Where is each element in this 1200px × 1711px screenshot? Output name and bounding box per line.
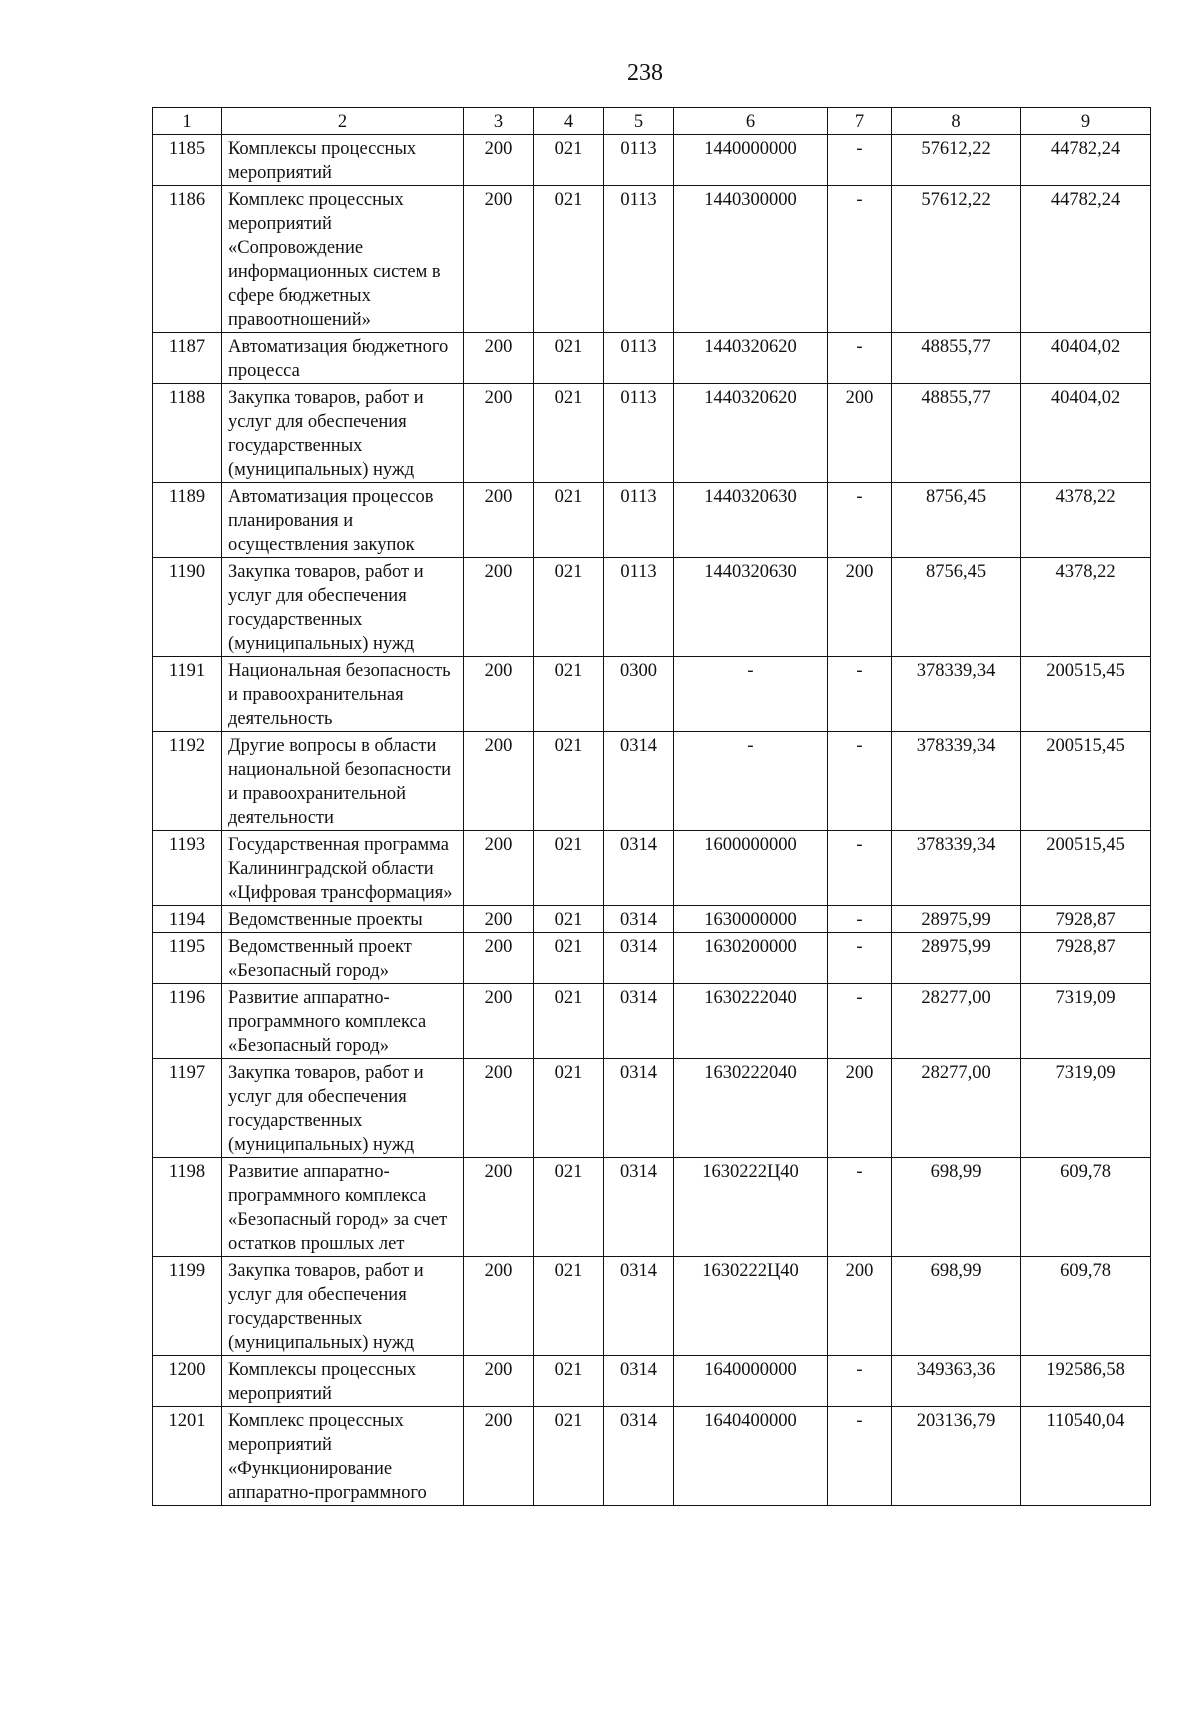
amount-cell: 609,78	[1021, 1257, 1151, 1356]
row-number: 1196	[153, 984, 222, 1059]
code-cell: 200	[464, 1356, 534, 1407]
code-cell: 200	[464, 1257, 534, 1356]
header-cell: 3	[464, 108, 534, 135]
code-cell: 200	[464, 186, 534, 333]
code-cell: 0314	[604, 1407, 674, 1506]
row-number: 1189	[153, 483, 222, 558]
row-number: 1193	[153, 831, 222, 906]
row-name: Комплексы процессных мероприятий	[222, 135, 464, 186]
code-cell: 021	[534, 831, 604, 906]
code-cell: 021	[534, 135, 604, 186]
table-body	[153, 135, 1151, 1506]
code-cell: 1440320630	[674, 558, 828, 657]
code-cell: 0314	[604, 1059, 674, 1158]
row-number: 1200	[153, 1356, 222, 1407]
table-row	[153, 933, 1151, 984]
code-cell: 0314	[604, 933, 674, 984]
code-cell: 0314	[604, 1257, 674, 1356]
row-name: Закупка товаров, работ и услуг для обеспечения государственных (муниципальных) нужд	[222, 1257, 464, 1356]
header-cell: 8	[892, 108, 1021, 135]
amount-cell: 192586,58	[1021, 1356, 1151, 1407]
code-cell: 021	[534, 933, 604, 984]
row-number: 1197	[153, 1059, 222, 1158]
amount-cell: 7319,09	[1021, 1059, 1151, 1158]
table-row	[153, 186, 1151, 333]
page-number: 238	[627, 60, 663, 86]
amount-cell: 378339,34	[892, 732, 1021, 831]
code-cell: -	[674, 657, 828, 732]
row-number: 1191	[153, 657, 222, 732]
code-cell: -	[828, 984, 892, 1059]
amount-cell: 57612,22	[892, 135, 1021, 186]
header-cell: 4	[534, 108, 604, 135]
code-cell: 200	[464, 657, 534, 732]
code-cell: 1630000000	[674, 906, 828, 933]
code-cell: 1440300000	[674, 186, 828, 333]
amount-cell: 28277,00	[892, 984, 1021, 1059]
row-number: 1187	[153, 333, 222, 384]
code-cell: -	[828, 933, 892, 984]
code-cell: 1600000000	[674, 831, 828, 906]
table-row	[153, 732, 1151, 831]
code-cell: 021	[534, 906, 604, 933]
code-cell: 0314	[604, 984, 674, 1059]
code-cell: -	[828, 831, 892, 906]
code-cell: 200	[464, 984, 534, 1059]
code-cell: 1440320620	[674, 384, 828, 483]
code-cell: 021	[534, 657, 604, 732]
header-cell: 6	[674, 108, 828, 135]
code-cell: 021	[534, 186, 604, 333]
code-cell: 021	[534, 384, 604, 483]
row-name: Развитие аппаратно-программного комплекса «Безопасный город» за счет остатков прошлых лет	[222, 1158, 464, 1257]
amount-cell: 44782,24	[1021, 135, 1151, 186]
table-row	[153, 1356, 1151, 1407]
row-name: Государственная программа Калининградской области «Цифровая трансформация»	[222, 831, 464, 906]
amount-cell: 698,99	[892, 1257, 1021, 1356]
code-cell: 1630222Ц40	[674, 1158, 828, 1257]
code-cell: 200	[828, 384, 892, 483]
amount-cell: 48855,77	[892, 384, 1021, 483]
table-row	[153, 1257, 1151, 1356]
code-cell: 0314	[604, 732, 674, 831]
code-cell: 021	[534, 1158, 604, 1257]
code-cell: 0314	[604, 1356, 674, 1407]
row-number: 1188	[153, 384, 222, 483]
code-cell: -	[828, 1356, 892, 1407]
code-cell: 0113	[604, 483, 674, 558]
row-name: Другие вопросы в области национальной безопасности и правоохранительной деятельности	[222, 732, 464, 831]
row-name: Ведомственный проект «Безопасный город»	[222, 933, 464, 984]
code-cell: 021	[534, 558, 604, 657]
code-cell: -	[828, 1158, 892, 1257]
table-row	[153, 984, 1151, 1059]
header-cell: 5	[604, 108, 674, 135]
amount-cell: 28975,99	[892, 933, 1021, 984]
row-number: 1186	[153, 186, 222, 333]
code-cell: 200	[464, 1059, 534, 1158]
row-name: Закупка товаров, работ и услуг для обеспечения государственных (муниципальных) нужд	[222, 1059, 464, 1158]
table-row	[153, 1407, 1151, 1506]
header-cell: 2	[222, 108, 464, 135]
code-cell: 0113	[604, 558, 674, 657]
code-cell: -	[828, 732, 892, 831]
amount-cell: 8756,45	[892, 483, 1021, 558]
amount-cell: 7928,87	[1021, 933, 1151, 984]
code-cell: -	[828, 1407, 892, 1506]
code-cell: 1630222Ц40	[674, 1257, 828, 1356]
code-cell: 021	[534, 984, 604, 1059]
table-row	[153, 831, 1151, 906]
table-row	[153, 135, 1151, 186]
amount-cell: 7319,09	[1021, 984, 1151, 1059]
code-cell: 1440320630	[674, 483, 828, 558]
row-name: Комплекс процессных мероприятий «Функционирование аппаратно-программного	[222, 1407, 464, 1506]
amount-cell: 48855,77	[892, 333, 1021, 384]
code-cell: -	[828, 186, 892, 333]
code-cell: 200	[828, 558, 892, 657]
code-cell: -	[828, 657, 892, 732]
code-cell: 1440000000	[674, 135, 828, 186]
code-cell: 021	[534, 1059, 604, 1158]
amount-cell: 40404,02	[1021, 384, 1151, 483]
row-name: Автоматизация процессов планирования и осуществления закупок	[222, 483, 464, 558]
amount-cell: 698,99	[892, 1158, 1021, 1257]
table-row	[153, 906, 1151, 933]
code-cell: 200	[464, 1158, 534, 1257]
amount-cell: 4378,22	[1021, 483, 1151, 558]
row-number: 1192	[153, 732, 222, 831]
header-row	[153, 108, 1151, 135]
code-cell: -	[828, 135, 892, 186]
amount-cell: 203136,79	[892, 1407, 1021, 1506]
amount-cell: 200515,45	[1021, 831, 1151, 906]
code-cell: -	[828, 483, 892, 558]
row-name: Закупка товаров, работ и услуг для обеспечения государственных (муниципальных) нужд	[222, 384, 464, 483]
code-cell: 200	[464, 135, 534, 186]
code-cell: 021	[534, 732, 604, 831]
code-cell: 1630200000	[674, 933, 828, 984]
row-number: 1198	[153, 1158, 222, 1257]
amount-cell: 378339,34	[892, 831, 1021, 906]
code-cell: 200	[464, 1407, 534, 1506]
row-number: 1190	[153, 558, 222, 657]
code-cell: 0113	[604, 333, 674, 384]
amount-cell: 4378,22	[1021, 558, 1151, 657]
amount-cell: 200515,45	[1021, 732, 1151, 831]
code-cell: 200	[464, 333, 534, 384]
code-cell: 200	[828, 1059, 892, 1158]
code-cell: 0113	[604, 186, 674, 333]
amount-cell: 28277,00	[892, 1059, 1021, 1158]
row-number: 1199	[153, 1257, 222, 1356]
amount-cell: 28975,99	[892, 906, 1021, 933]
code-cell: 1630222040	[674, 1059, 828, 1158]
amount-cell: 7928,87	[1021, 906, 1151, 933]
row-number: 1185	[153, 135, 222, 186]
code-cell: 200	[828, 1257, 892, 1356]
code-cell: 200	[464, 384, 534, 483]
code-cell: 0314	[604, 1158, 674, 1257]
amount-cell: 57612,22	[892, 186, 1021, 333]
row-name: Ведомственные проекты	[222, 906, 464, 933]
amount-cell: 349363,36	[892, 1356, 1021, 1407]
code-cell: 0314	[604, 831, 674, 906]
table-row	[153, 657, 1151, 732]
table-row	[153, 483, 1151, 558]
amount-cell: 44782,24	[1021, 186, 1151, 333]
code-cell: 200	[464, 483, 534, 558]
code-cell: 021	[534, 1407, 604, 1506]
header-cell: 7	[828, 108, 892, 135]
amount-cell: 40404,02	[1021, 333, 1151, 384]
table-row	[153, 1059, 1151, 1158]
row-number: 1195	[153, 933, 222, 984]
row-name: Комплексы процессных мероприятий	[222, 1356, 464, 1407]
table-row	[153, 333, 1151, 384]
row-name: Развитие аппаратно-программного комплекса «Безопасный город»	[222, 984, 464, 1059]
table-row	[153, 384, 1151, 483]
code-cell: 021	[534, 1356, 604, 1407]
code-cell: 0300	[604, 657, 674, 732]
code-cell: 021	[534, 483, 604, 558]
row-name: Закупка товаров, работ и услуг для обеспечения государственных (муниципальных) нужд	[222, 558, 464, 657]
code-cell: 1440320620	[674, 333, 828, 384]
table-row	[153, 558, 1151, 657]
code-cell: -	[674, 732, 828, 831]
code-cell: 200	[464, 831, 534, 906]
row-name: Комплекс процессных мероприятий «Сопровождение информационных систем в сфере бюджетных правоотношений»	[222, 186, 464, 333]
row-number: 1201	[153, 1407, 222, 1506]
code-cell: 0113	[604, 384, 674, 483]
code-cell: 021	[534, 1257, 604, 1356]
table-row	[153, 1158, 1151, 1257]
code-cell: 021	[534, 333, 604, 384]
code-cell: 1640400000	[674, 1407, 828, 1506]
code-cell: 200	[464, 906, 534, 933]
budget-table	[152, 107, 1151, 1506]
amount-cell: 378339,34	[892, 657, 1021, 732]
row-name: Автоматизация бюджетного процесса	[222, 333, 464, 384]
code-cell: 1630222040	[674, 984, 828, 1059]
amount-cell: 8756,45	[892, 558, 1021, 657]
row-name: Национальная безопасность и правоохранительная деятельность	[222, 657, 464, 732]
code-cell: 0113	[604, 135, 674, 186]
code-cell: -	[828, 333, 892, 384]
code-cell: 200	[464, 732, 534, 831]
amount-cell: 609,78	[1021, 1158, 1151, 1257]
amount-cell: 110540,04	[1021, 1407, 1151, 1506]
code-cell: 200	[464, 933, 534, 984]
code-cell: 200	[464, 558, 534, 657]
row-number: 1194	[153, 906, 222, 933]
code-cell: 1640000000	[674, 1356, 828, 1407]
code-cell: 0314	[604, 906, 674, 933]
code-cell: -	[828, 906, 892, 933]
amount-cell: 200515,45	[1021, 657, 1151, 732]
header-cell: 1	[153, 108, 222, 135]
header-cell: 9	[1021, 108, 1151, 135]
